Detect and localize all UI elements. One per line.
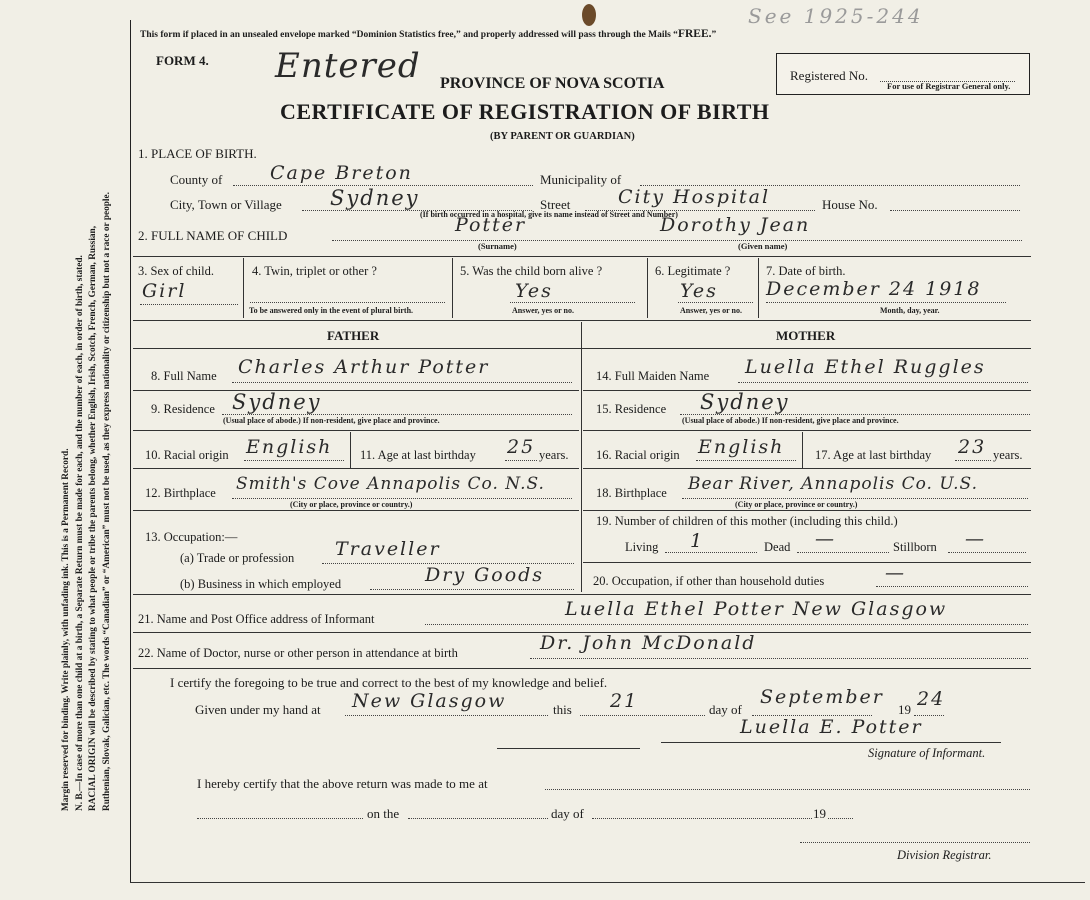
row-rule <box>583 510 1031 511</box>
registrar-day-of-label: day of <box>551 806 584 821</box>
registrar-caption: Division Registrar. <box>897 848 992 862</box>
archive-mark: See 1925-244 <box>748 4 924 28</box>
column-rule <box>758 258 759 318</box>
father-heading: FATHER <box>327 328 380 343</box>
legitimate-label: 6. Legitimate ? <box>655 264 731 278</box>
father-name-label: 8. Full Name <box>151 369 217 383</box>
given-name-caption: (Given name) <box>738 241 788 251</box>
section-rule <box>133 256 1031 257</box>
living-label: Living <box>625 540 659 554</box>
cell-rule <box>802 432 803 468</box>
signature-caption: Signature of Informant. <box>868 746 986 760</box>
street-value: City Hospital <box>618 186 771 208</box>
on-the-label: on the <box>367 806 400 821</box>
row-rule <box>583 430 1031 431</box>
mother-age-value: 23 <box>958 436 987 458</box>
city-value: Sydney <box>330 186 420 210</box>
mother-residence-label: 15. Residence <box>596 402 667 416</box>
date-of-birth-value: December 24 1918 <box>766 278 982 300</box>
page-title: CERTIFICATE OF REGISTRATION OF BIRTH <box>280 99 770 124</box>
living-value: 1 <box>690 530 705 552</box>
row-rule <box>133 510 579 511</box>
registrar-statement: I hereby certify that the above return was made to me at <box>197 776 488 791</box>
registered-number-box <box>776 53 1030 95</box>
sex-field[interactable] <box>140 304 238 305</box>
margin-instructions <box>60 0 114 811</box>
sex-value: Girl <box>142 280 187 302</box>
registrar-note: For use of Registrar General only. <box>887 81 1011 91</box>
registrar-year-field[interactable] <box>828 818 853 819</box>
column-rule <box>243 258 244 318</box>
city-label: City, Town or Village <box>170 197 282 212</box>
month-value: September <box>760 686 884 708</box>
informant-signature-rule <box>661 742 1001 743</box>
child-name-label: 2. FULL NAME OF CHILD <box>138 228 288 243</box>
twin-field[interactable] <box>250 302 445 303</box>
father-residence-note: (Usual place of abode.) If non-resident, give place and province. <box>223 416 440 425</box>
mother-age-label: 17. Age at last birthday <box>815 448 932 462</box>
street-label: Street <box>540 197 571 212</box>
form-number: FORM 4. <box>156 53 209 68</box>
page-subtitle: (BY PARENT OR GUARDIAN) <box>490 131 635 142</box>
parents-divider <box>581 322 582 592</box>
registrar-place-field[interactable] <box>545 789 1030 790</box>
informant-value: Luella Ethel Potter New Glasgow <box>565 598 948 620</box>
father-business-value: Dry Goods <box>425 564 545 586</box>
father-birthplace-label: 12. Birthplace <box>145 486 216 500</box>
row-rule <box>583 562 1031 563</box>
dead-value: — <box>815 528 836 550</box>
father-age-value: 25 <box>507 436 536 458</box>
margin-note-line: RACIAL ORIGIN will be described by stating to what people or tribe the parents belong, whether English, Irish, Scotch, French, German, Russian, <box>88 225 98 811</box>
father-residence-label: 9. Residence <box>151 402 215 416</box>
legitimate-field[interactable] <box>678 302 753 303</box>
margin-note-line: Margin reserved for binding. Write plainly, with unfading ink. This is a Permanent Record. <box>61 448 71 811</box>
father-trade-value: Traveller <box>335 538 441 560</box>
mother-residence-note: (Usual place of abode.) If non-resident, give place and province. <box>682 416 899 425</box>
mother-occupation-label: 20. Occupation, if other than household duties <box>593 574 825 588</box>
given-place-value: New Glasgow <box>352 690 507 712</box>
father-birthplace-value: Smith's Cove Annapolis Co. N.S. <box>236 474 545 494</box>
child-given-name: Dorothy Jean <box>660 214 811 236</box>
born-alive-field[interactable] <box>510 302 635 303</box>
year-prefix: 19 <box>898 702 911 717</box>
municipality-label: Municipality of <box>540 172 622 187</box>
day-value: 21 <box>610 690 639 712</box>
father-name-field[interactable] <box>232 382 572 383</box>
father-age-label: 11. Age at last birthday <box>360 448 476 462</box>
twin-label: 4. Twin, triplet or other ? <box>252 264 377 278</box>
cell-rule <box>350 432 351 468</box>
father-residence-field[interactable] <box>222 414 572 415</box>
registrar-prefix-field[interactable] <box>197 818 363 819</box>
doctor-label: 22. Name of Doctor, nurse or other person in attendance at birth <box>138 646 458 660</box>
father-business-field[interactable] <box>370 589 574 590</box>
surname-caption: (Surname) <box>478 241 517 251</box>
given-under-hand-label: Given under my hand at <box>195 702 321 717</box>
twin-note: To be answered only in the event of plural birth. <box>249 306 414 315</box>
county-value: Cape Breton <box>270 162 413 184</box>
stillborn-value: — <box>965 528 986 550</box>
hospital-note: (If birth occurred in a hospital, give its name instead of Street and Number) <box>420 210 678 219</box>
house-no-field[interactable] <box>890 210 1020 211</box>
mother-occupation-value: — <box>885 562 906 584</box>
mother-birthplace-label: 18. Birthplace <box>596 486 667 500</box>
mother-name-label: 14. Full Maiden Name <box>596 369 710 383</box>
registrar-signature-field[interactable] <box>800 842 1030 843</box>
mother-birthplace-value: Bear River, Annapolis Co. U.S. <box>688 474 978 494</box>
day-of-label: day of <box>709 702 742 717</box>
father-age-field[interactable] <box>505 460 537 461</box>
date-of-birth-note: Month, day, year. <box>880 306 940 315</box>
entered-stamp: Entered <box>275 46 421 86</box>
dead-field[interactable] <box>797 552 889 553</box>
house-no-label: House No. <box>822 197 878 212</box>
row-rule <box>583 468 1031 469</box>
sex-label: 3. Sex of child. <box>138 264 215 278</box>
signature-rule <box>497 748 640 749</box>
mother-heading: MOTHER <box>776 328 836 343</box>
section-rule <box>133 668 1031 669</box>
child-surname: Potter <box>455 214 527 236</box>
stillborn-field[interactable] <box>948 552 1026 553</box>
father-birthplace-note: (City or place, province or country.) <box>290 500 413 509</box>
section-rule <box>133 594 1031 595</box>
certify-statement: I certify the foregoing to be true and correct to the best of my knowledge and belief. <box>170 675 608 690</box>
row-rule <box>583 390 1031 391</box>
father-racial-field[interactable] <box>244 460 344 461</box>
column-rule <box>452 258 453 318</box>
province-heading: PROVINCE OF NOVA SCOTIA <box>440 75 665 92</box>
child-name-field[interactable] <box>332 240 1022 241</box>
row-rule <box>133 390 579 391</box>
father-birthplace-field[interactable] <box>232 498 572 499</box>
section-rule <box>133 320 1031 321</box>
father-residence-value: Sydney <box>232 390 322 414</box>
given-place-field[interactable] <box>345 715 548 716</box>
legitimate-note: Answer, yes or no. <box>680 306 743 315</box>
mother-residence-field[interactable] <box>680 414 1030 415</box>
postal-notice: This form if placed in an unsealed envelope marked “Dominion Statistics free,” and properly addressed will pass through the Mails “FREE.” <box>140 28 717 40</box>
column-rule <box>647 258 648 318</box>
registered-no-label: Registered No. <box>790 68 868 83</box>
county-label: County of <box>170 172 223 187</box>
mother-racial-value: English <box>698 436 785 458</box>
registrar-year-prefix: 19 <box>813 806 826 821</box>
registrar-month-field[interactable] <box>592 818 812 819</box>
mother-age-unit: years. <box>993 448 1023 462</box>
mother-birthplace-note: (City or place, province or country.) <box>735 500 858 509</box>
form-bottom-border <box>130 882 1085 883</box>
mother-age-field[interactable] <box>955 460 991 461</box>
doctor-value: Dr. John McDonald <box>540 632 757 654</box>
informant-label: 21. Name and Post Office address of Informant <box>138 612 375 626</box>
mother-residence-value: Sydney <box>700 390 790 414</box>
children-count-label: 19. Number of children of this mother (including this child.) <box>596 514 898 528</box>
born-alive-label: 5. Was the child born alive ? <box>460 264 603 278</box>
father-racial-label: 10. Racial origin <box>145 448 229 462</box>
father-name-value: Charles Arthur Potter <box>238 356 490 378</box>
legitimate-value: Yes <box>680 280 718 302</box>
year-value: 24 <box>917 688 946 710</box>
father-occupation-label: 13. Occupation:— <box>145 530 238 544</box>
binding-hole <box>582 4 596 26</box>
margin-note-line: N. B.—In case of more than one child at a birth, a Separate Return must be made for each, and the number of each, in order of birth, stated. <box>74 255 85 811</box>
mother-birthplace-field[interactable] <box>682 498 1028 499</box>
born-alive-note: Answer, yes or no. <box>512 306 575 315</box>
mother-name-value: Luella Ethel Ruggles <box>745 356 986 378</box>
father-business-label: (b) Business in which employed <box>180 577 342 591</box>
registrar-day-field[interactable] <box>408 818 548 819</box>
informant-field[interactable] <box>425 624 1028 625</box>
section-rule <box>133 348 1031 349</box>
date-of-birth-field[interactable] <box>766 302 1006 303</box>
place-of-birth-heading: 1. PLACE OF BIRTH. <box>138 146 257 161</box>
mother-occupation-field[interactable] <box>876 586 1028 587</box>
mother-racial-field[interactable] <box>696 460 796 461</box>
stillborn-label: Stillborn <box>893 540 937 554</box>
doctor-field[interactable] <box>530 658 1028 659</box>
margin-note-line: Ruthenian, Slovak, Galician, etc. The words “Canadian” or “American” must not be used, as they express nationality or citizenship but not a race or people. <box>101 192 112 811</box>
born-alive-value: Yes <box>515 280 553 302</box>
form-left-border <box>130 20 131 882</box>
mother-racial-label: 16. Racial origin <box>596 448 680 462</box>
day-field[interactable] <box>580 715 705 716</box>
mother-name-field[interactable] <box>738 382 1028 383</box>
father-age-unit: years. <box>539 448 569 462</box>
father-racial-value: English <box>246 436 333 458</box>
date-of-birth-label: 7. Date of birth. <box>766 264 846 278</box>
living-field[interactable] <box>665 552 757 553</box>
dead-label: Dead <box>764 540 791 554</box>
row-rule <box>133 430 579 431</box>
this-label: this <box>553 702 572 717</box>
father-trade-label: (a) Trade or profession <box>180 551 295 565</box>
informant-signature: Luella E. Potter <box>740 716 923 738</box>
row-rule <box>133 468 579 469</box>
